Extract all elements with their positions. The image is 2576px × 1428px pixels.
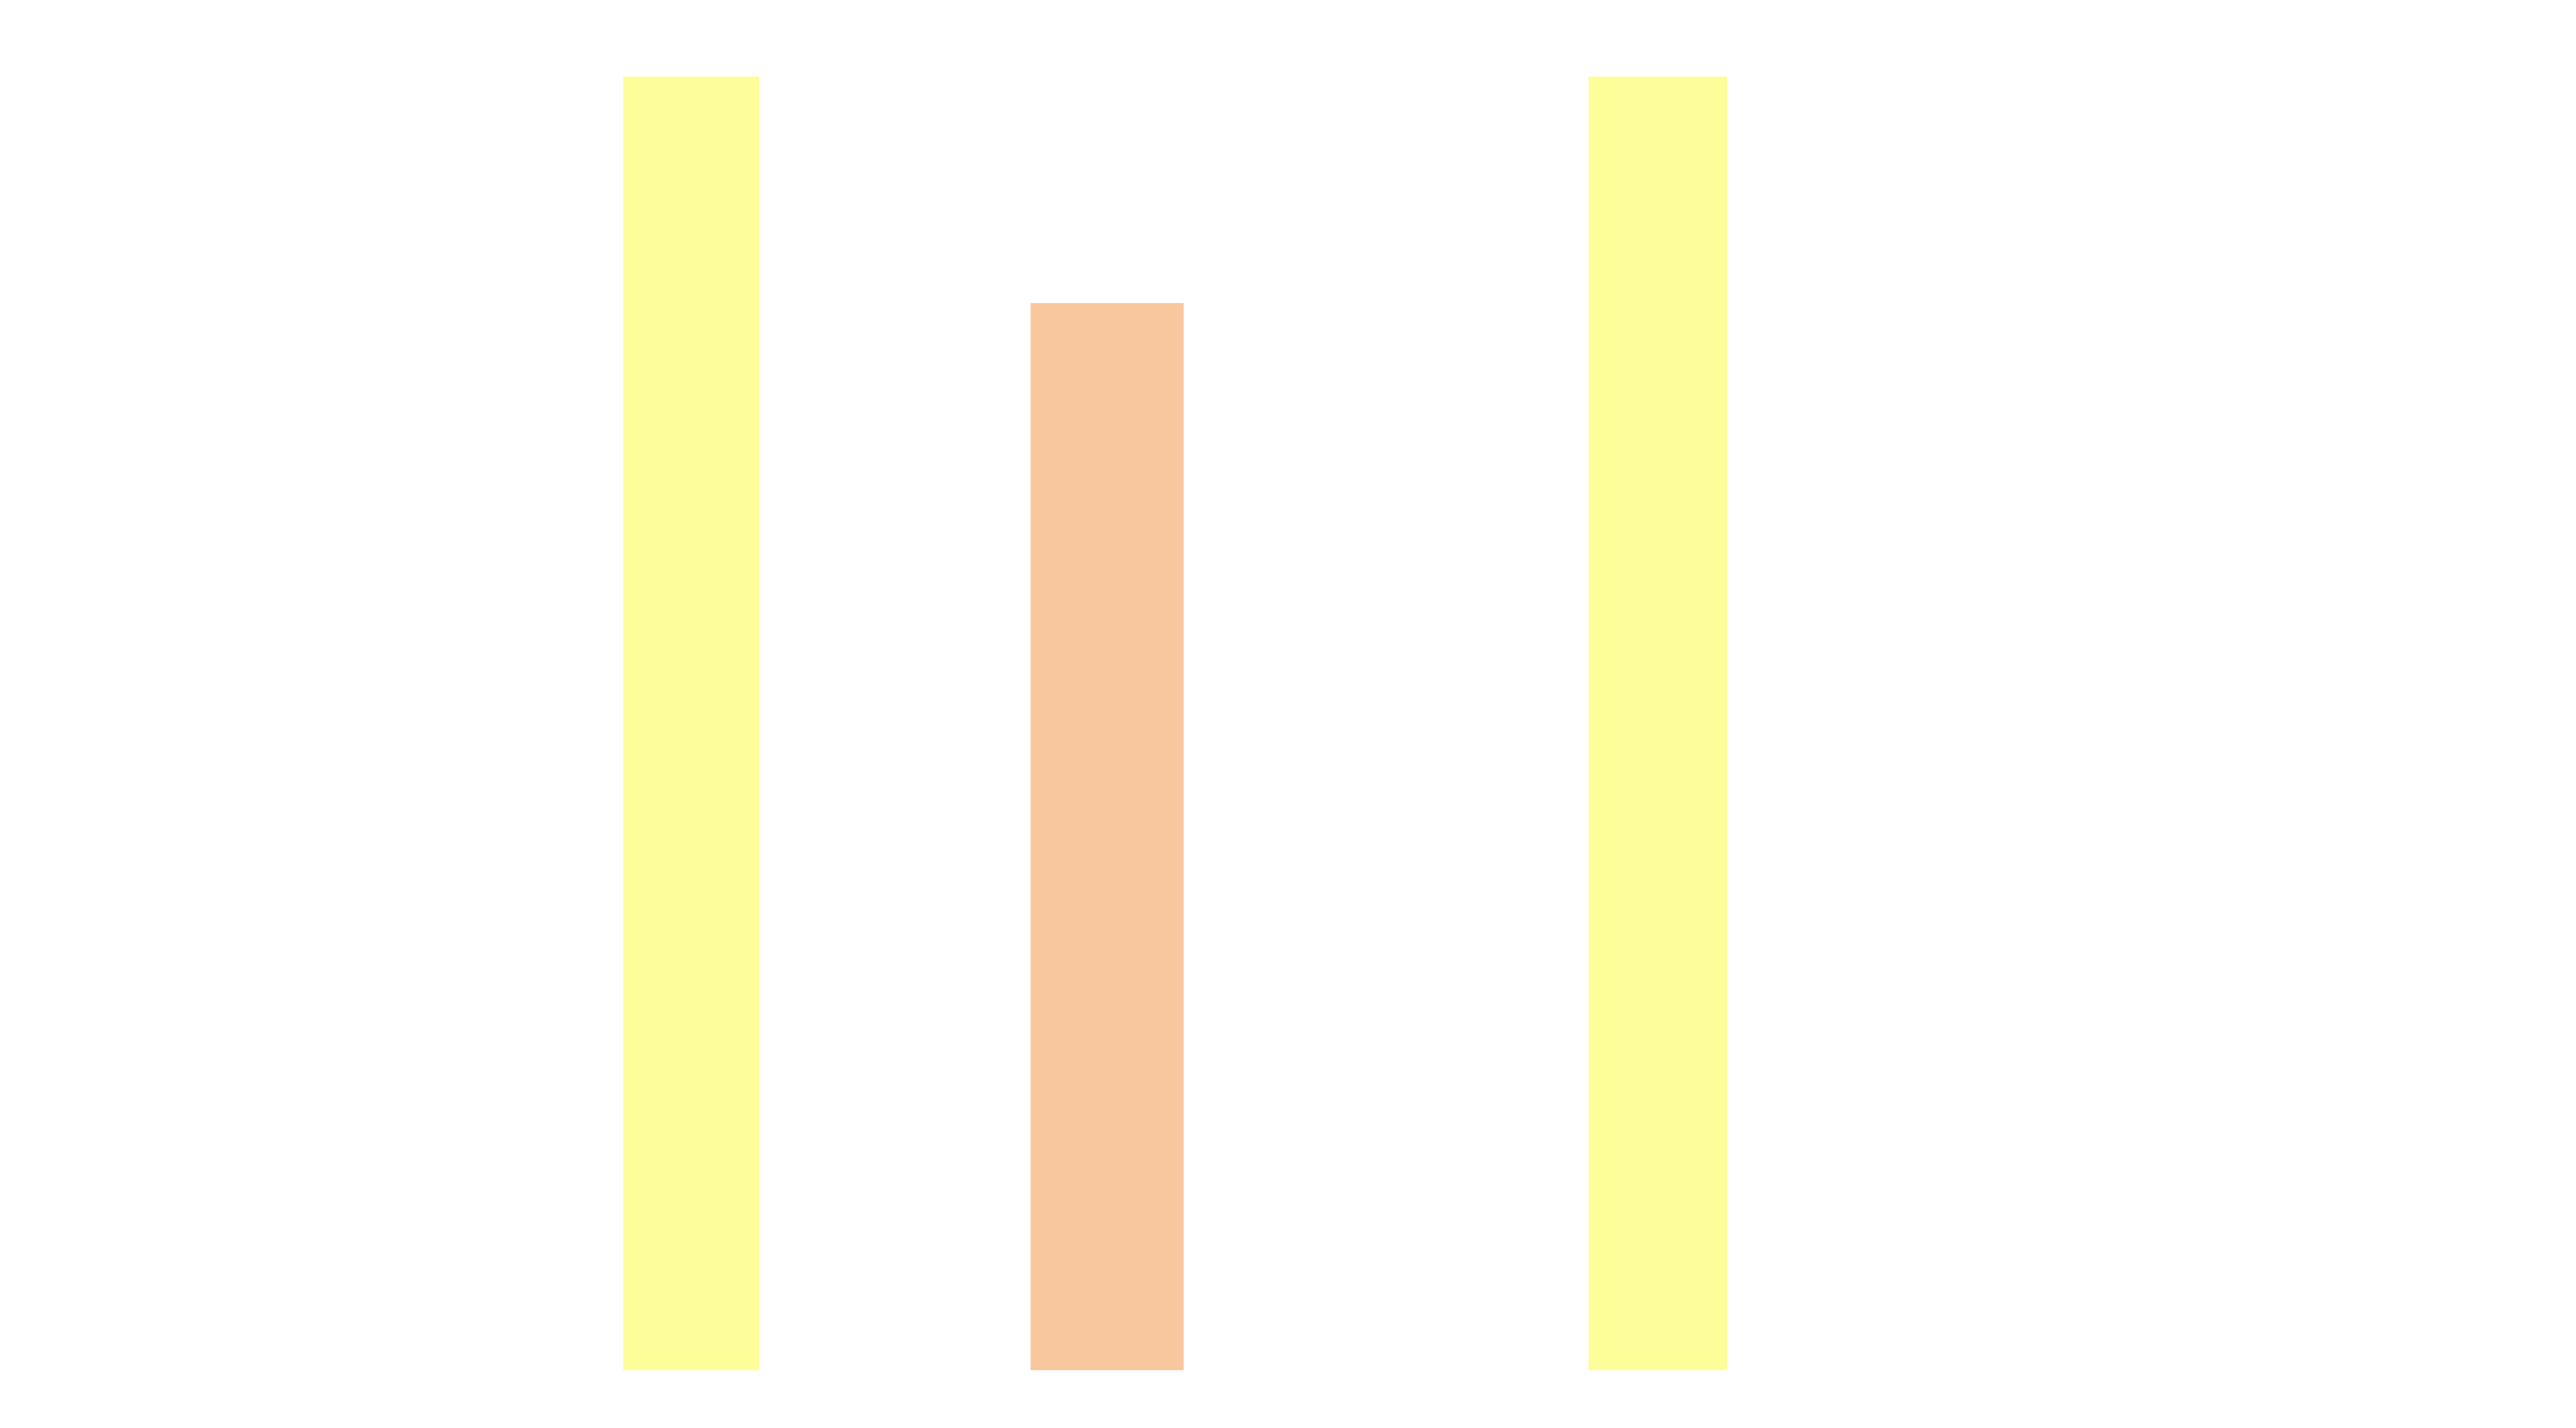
- top-header-row: [0, 72, 2576, 206]
- sub-header-row: [0, 206, 2576, 302]
- zuhr-column-highlight: [1031, 303, 1184, 1370]
